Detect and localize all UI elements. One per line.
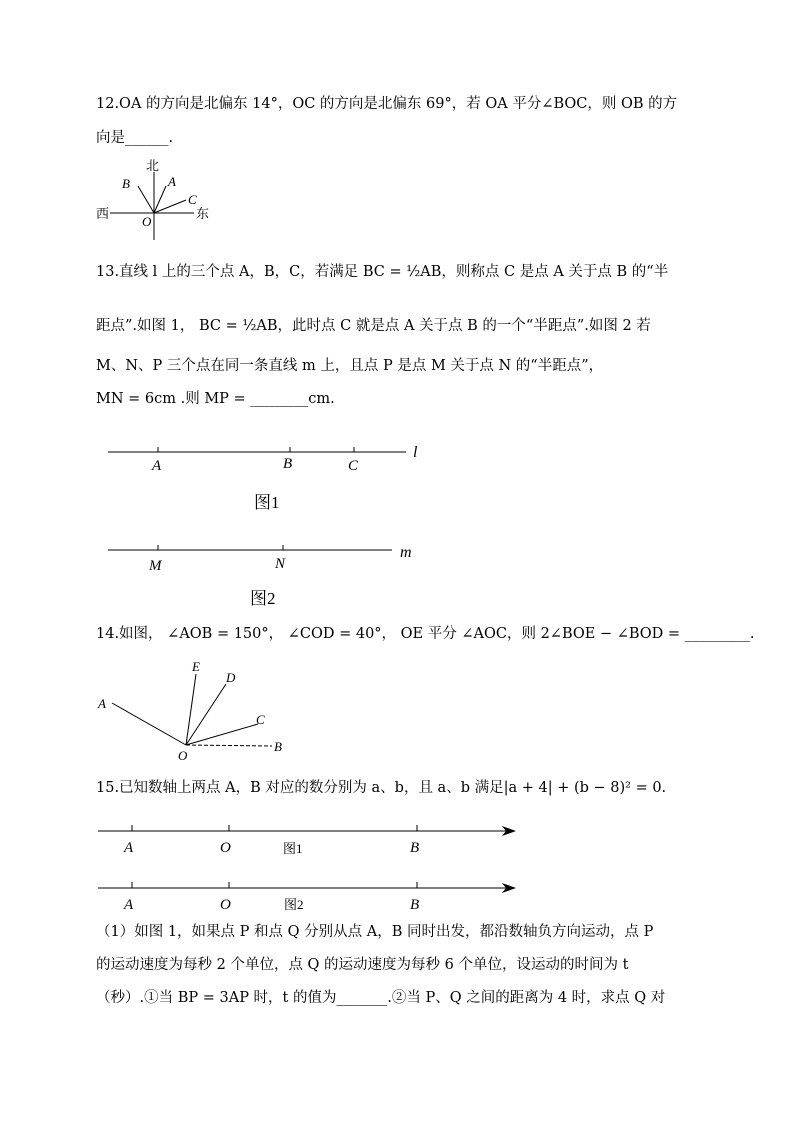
q15-line1: 15.已知数轴上两点 A，B 对应的数分别为 a、b，且 a、b 满足|a + 4| + (b − 8)² = 0. [96,780,667,796]
q13-figure-2 [100,536,430,616]
west-label: 西 [96,206,110,221]
q14-angle-figure [96,656,296,763]
fig1-point-a: A [152,458,162,474]
label-a: A [168,174,176,189]
label-d: D [226,670,236,685]
label-c: C [188,192,197,207]
nl1-caption: 图1 [283,841,303,856]
q14-line1: 14.如图， ∠AOB = 150°， ∠COD = 40°， OE 平分 ∠AOC，则 2∠BOE − ∠BOD = _________. [96,626,755,642]
nl1-point-a: A [124,840,134,856]
nl2-point-o: O [220,897,231,913]
fig1-line-l: l [413,444,418,461]
q13-line1: 13.直线 l 上的三个点 A，B，C，若满足 BC = ½AB，则称点 C 是点 A 关于点 B 的“半 [96,264,669,280]
nl1-point-o: O [220,840,231,856]
q15-line3: 的运动速度为每秒 2 个单位，点 Q 的运动速度为每秒 6 个单位，设运动的时间为 t [96,957,629,973]
q13-figure-1 [100,438,430,518]
q13-line3: M、N、P 三个点在同一条直线 m 上，且点 P 是点 M 关于点 N 的“半距点”， [96,358,604,374]
label-b: B [122,176,130,191]
label-b: B [274,739,282,754]
q13-line2: 距点”.如图 1， BC = ½AB，此时点 C 就是点 A 关于点 B 的一个“半距点”.如图 2 若 [96,318,651,334]
fig2-line-m: m [400,544,412,561]
label-o: O [142,214,152,229]
fig2-caption: 图2 [250,589,276,608]
nl1-point-b: B [410,840,420,856]
north-label: 北 [146,158,160,173]
q12-line1: 12.OA 的方向是北偏东 14°，OC 的方向是北偏东 69°，若 OA 平分∠BOC，则 OB 的方 [96,96,678,112]
nl2-caption: 图2 [284,897,304,912]
label-c: C [256,712,265,727]
fig2-point-n: N [275,556,286,572]
q12-direction-figure [96,158,226,240]
label-o: O [178,748,188,763]
q15-line2: （1）如图 1，如果点 P 和点 Q 分别从点 A，B 同时出发，都沿数轴负方向运动，点 P [96,924,654,940]
q15-line4: （秒）.①当 BP = 3AP 时，t 的值为_______.②当 P、Q 之间的距离为 4 时，求点 Q 对 [96,990,666,1006]
q15-number-line-1 [96,820,526,860]
q13-line4: MN = 6cm .则 MP = ________cm. [96,391,335,407]
label-a: A [98,696,106,711]
q12-line2: 向是______. [96,130,174,146]
fig1-caption: 图1 [254,493,280,512]
nl2-point-a: A [124,897,134,913]
fig1-point-b: B [283,456,293,472]
nl2-point-b: B [410,897,420,913]
fig1-point-c: C [348,458,359,474]
label-e: E [192,659,200,674]
q15-number-line-2 [96,877,526,917]
east-label: 东 [196,206,210,221]
fig2-point-m: M [149,558,162,574]
